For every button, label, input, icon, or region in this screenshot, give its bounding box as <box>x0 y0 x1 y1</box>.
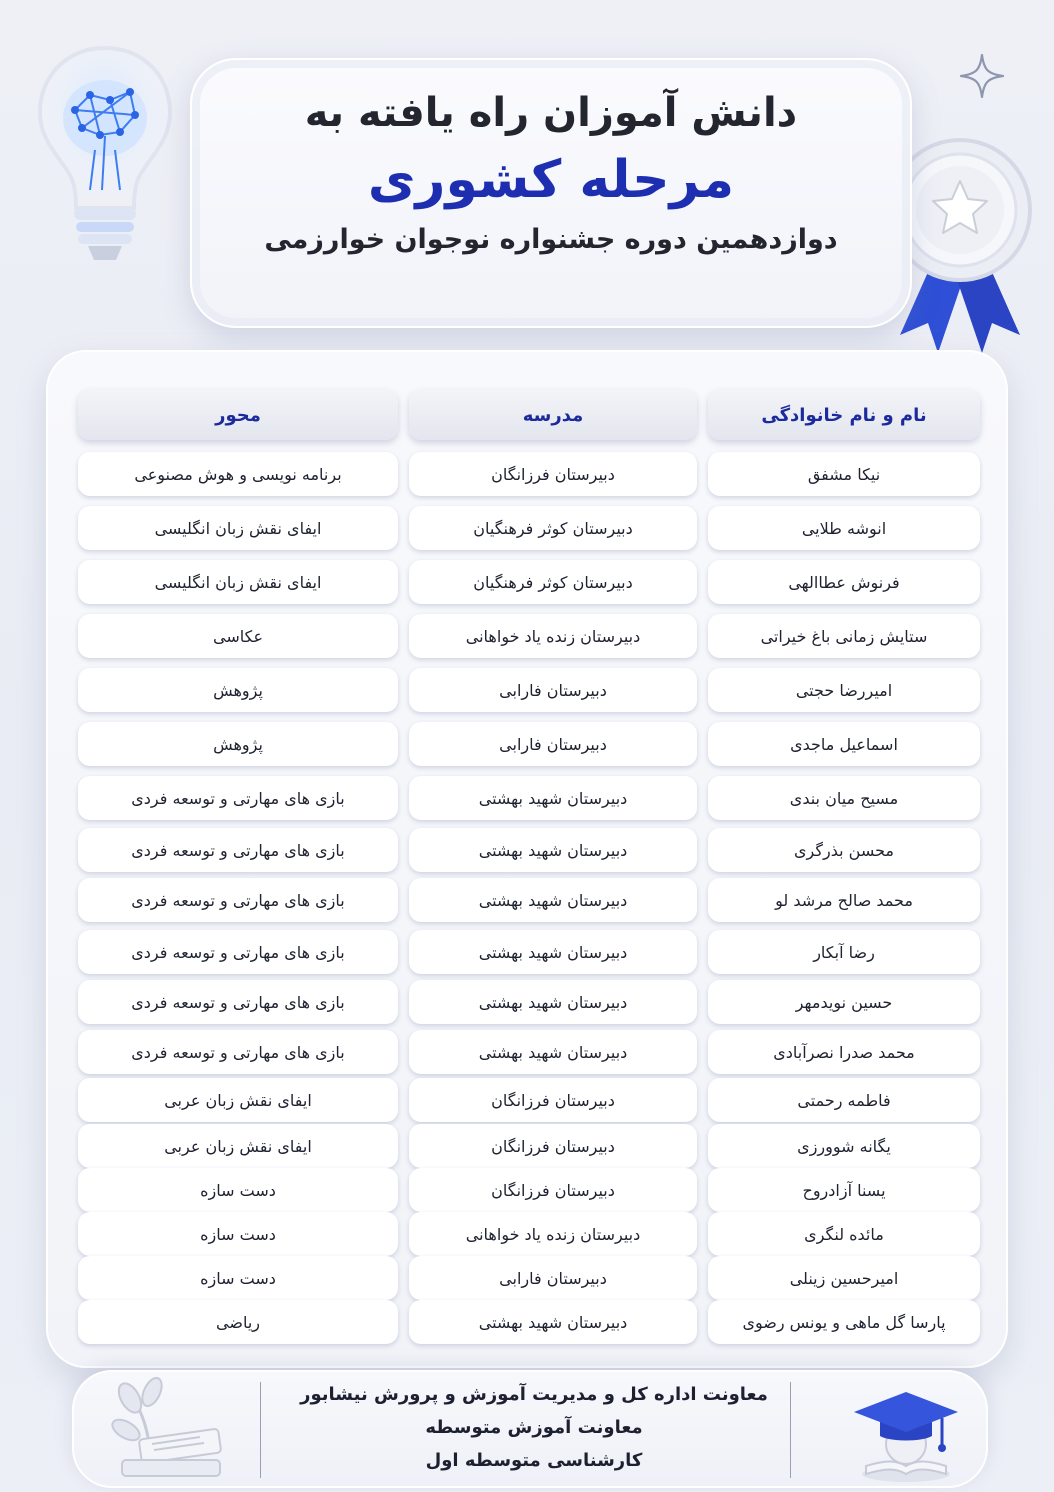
column-header-school: مدرسه <box>409 390 697 440</box>
table-row <box>78 614 980 658</box>
header-card <box>190 58 912 328</box>
row-topic: عکاسی <box>78 614 398 658</box>
footer-credits <box>274 1378 794 1477</box>
row-topic: ایفای نقش زبان انگلیسی <box>78 560 398 604</box>
table-row <box>78 1078 980 1122</box>
table-row <box>78 1030 980 1074</box>
table-row <box>78 980 980 1024</box>
table-row <box>78 560 980 604</box>
row-name: ستایش زمانی باغ خیراتی <box>708 614 980 658</box>
row-name: اسماعیل ماجدی <box>708 722 980 766</box>
row-topic: دست سازه <box>78 1212 398 1256</box>
sparkle-icon <box>958 52 1006 100</box>
row-topic: دست سازه <box>78 1168 398 1212</box>
row-school: دبیرستان فرزانگان <box>409 452 697 496</box>
row-name: نیکا مشفق <box>708 452 980 496</box>
row-school: دبیرستان فرزانگان <box>409 1078 697 1122</box>
row-school: دبیرستان شهید بهشتی <box>409 828 697 872</box>
table-row <box>78 1124 980 1168</box>
row-school: دبیرستان شهید بهشتی <box>409 776 697 820</box>
row-topic: پژوهش <box>78 722 398 766</box>
row-topic: بازی های مهارتی و توسعه فردی <box>78 828 398 872</box>
row-name: حسین نویدمهر <box>708 980 980 1024</box>
results-table <box>46 350 1008 1368</box>
books-plant-icon <box>100 1372 230 1486</box>
row-school: دبیرستان زنده یاد خواهانی <box>409 614 697 658</box>
row-topic: بازی های مهارتی و توسعه فردی <box>78 930 398 974</box>
row-topic: بازی های مهارتی و توسعه فردی <box>78 1030 398 1074</box>
row-name: پارسا گل ماهی و یونس رضوی <box>708 1300 980 1344</box>
row-school: دبیرستان شهید بهشتی <box>409 980 697 1024</box>
page-title-highlight: مرحله کشوری <box>367 150 735 210</box>
row-name: انوشه طلایی <box>708 506 980 550</box>
page-title: دانش آموزان راه یافته به <box>304 90 798 136</box>
table-row <box>78 878 980 922</box>
row-name: امیرحسین زینلی <box>708 1256 980 1300</box>
table-row <box>78 776 980 820</box>
row-topic: دست سازه <box>78 1256 398 1300</box>
row-name: فرنوش عطاالهی <box>708 560 980 604</box>
row-topic: ریاضی <box>78 1300 398 1344</box>
footer-line-3: کارشناسی متوسطه اول <box>425 1450 643 1471</box>
row-school: دبیرستان فارابی <box>409 722 697 766</box>
footer-card <box>72 1370 988 1488</box>
table-row <box>78 930 980 974</box>
table-row <box>78 506 980 550</box>
row-school: دبیرستان فرزانگان <box>409 1124 697 1168</box>
column-header-name: نام و نام خانوادگی <box>708 390 980 440</box>
table-row <box>78 668 980 712</box>
row-name: مائده لنگری <box>708 1212 980 1256</box>
row-name: محمد صالح مرشد لو <box>708 878 980 922</box>
row-school: دبیرستان شهید بهشتی <box>409 878 697 922</box>
table-row <box>78 1212 980 1256</box>
table-row <box>78 828 980 872</box>
table-header <box>78 390 980 440</box>
row-name: محسن بذرگری <box>708 828 980 872</box>
row-name: محمد صدرا نصرآبادی <box>708 1030 980 1074</box>
table-row <box>78 1168 980 1212</box>
row-name: مسیح میان بندی <box>708 776 980 820</box>
row-topic: بازی های مهارتی و توسعه فردی <box>78 980 398 1024</box>
row-name: یگانه شوورزی <box>708 1124 980 1168</box>
row-school: دبیرستان شهید بهشتی <box>409 1300 697 1344</box>
row-name: یسنا آزادروح <box>708 1168 980 1212</box>
row-school: دبیرستان کوثر فرهنگیان <box>409 560 697 604</box>
footer-divider-left <box>260 1382 261 1478</box>
graduation-cap-icon <box>846 1376 966 1486</box>
row-topic: ایفای نقش زبان عربی <box>78 1078 398 1122</box>
lightbulb-brain-icon <box>30 40 180 270</box>
column-header-topic: محور <box>78 390 398 440</box>
row-school: دبیرستان شهید بهشتی <box>409 930 697 974</box>
row-school: دبیرستان شهید بهشتی <box>409 1030 697 1074</box>
page-subtitle: دوازدهمین دوره جشنواره نوجوان خوارزمی <box>264 224 838 255</box>
footer-line-2: معاونت آموزش متوسطه <box>425 1417 643 1438</box>
footer-divider-right <box>790 1382 791 1478</box>
table-row <box>78 1300 980 1344</box>
row-name: رضا آبکار <box>708 930 980 974</box>
row-school: دبیرستان کوثر فرهنگیان <box>409 506 697 550</box>
row-topic: برنامه نویسی و هوش مصنوعی <box>78 452 398 496</box>
row-school: دبیرستان فارابی <box>409 668 697 712</box>
footer-line-1: معاونت اداره کل و مدیریت آموزش و پرورش نیشابور <box>300 1384 768 1405</box>
row-school: دبیرستان فارابی <box>409 1256 697 1300</box>
row-name: فاطمه رحمتی <box>708 1078 980 1122</box>
row-topic: پژوهش <box>78 668 398 712</box>
row-school: دبیرستان زنده یاد خواهانی <box>409 1212 697 1256</box>
row-topic: ایفای نقش زبان عربی <box>78 1124 398 1168</box>
row-name: امیررضا حجتی <box>708 668 980 712</box>
table-row <box>78 1256 980 1300</box>
row-topic: ایفای نقش زبان انگلیسی <box>78 506 398 550</box>
row-school: دبیرستان فرزانگان <box>409 1168 697 1212</box>
table-row <box>78 722 980 766</box>
row-topic: بازی های مهارتی و توسعه فردی <box>78 776 398 820</box>
table-row <box>78 452 980 496</box>
row-topic: بازی های مهارتی و توسعه فردی <box>78 878 398 922</box>
